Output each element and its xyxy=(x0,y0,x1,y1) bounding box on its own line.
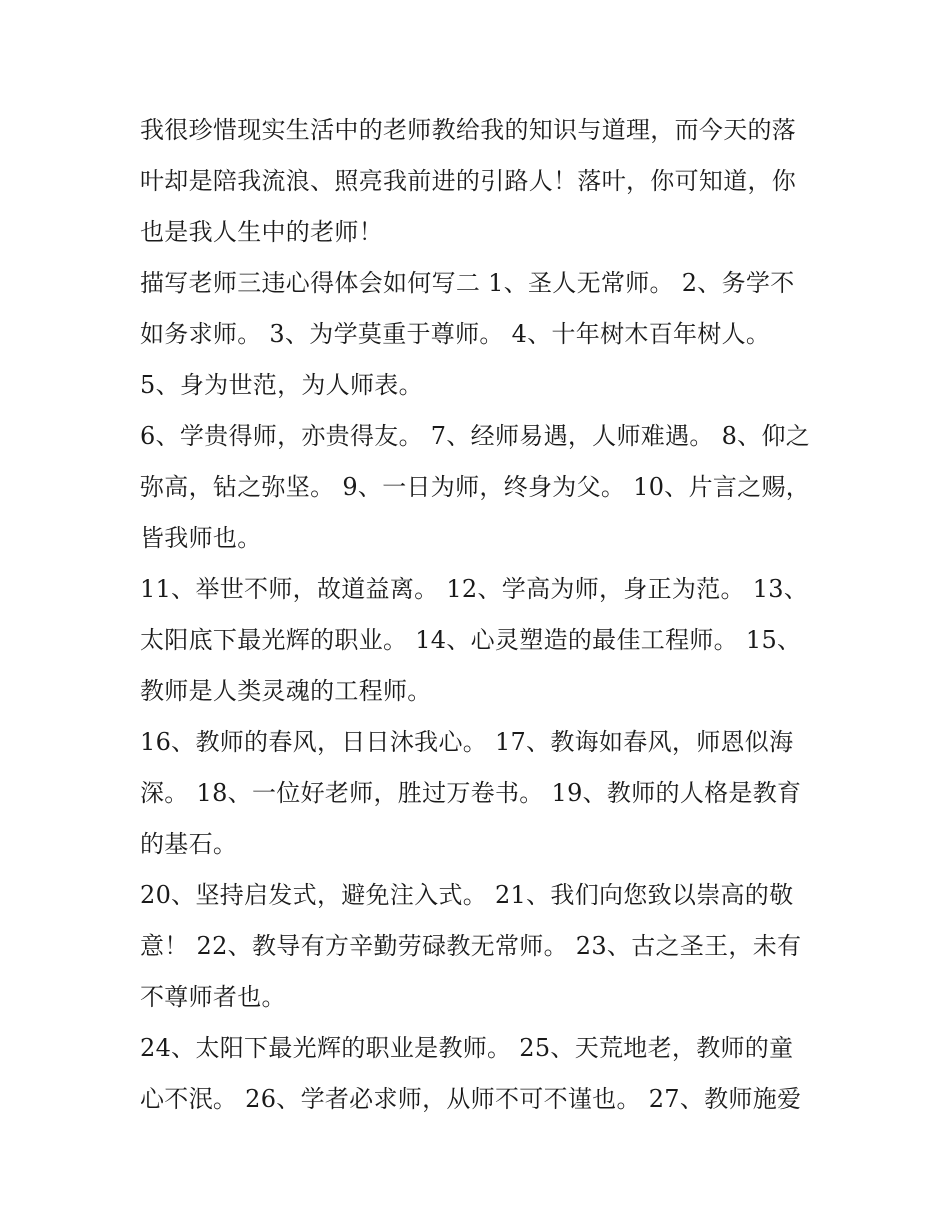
paragraph-2: 描写老师三违心得体会如何写二 1、圣人无常师。 2、务学不如务求师。 3、为学莫重于尊师。 4、十年树木百年树人。 xyxy=(140,269,795,348)
document-body xyxy=(140,105,815,1125)
paragraph-3: 5、身为世范，为人师表。 xyxy=(140,371,423,399)
paragraph-5: 11、举世不师，故道益离。 12、学高为师，身正为范。 13、太阳底下最光辉的职业。 14、心灵塑造的最佳工程师。 15、教师是人类灵魂的工程师。 xyxy=(140,575,809,705)
paragraph-1: 我很珍惜现实生活中的老师教给我的知识与道理，而今天的落叶却是陪我流浪、照亮我前进的引路人！落叶，你可知道，你也是我人生中的老师！ xyxy=(140,116,797,246)
paragraph-6: 16、教师的春风，日日沐我心。 17、教诲如春风，师恩似海深。 18、一位好老师，胜过万卷书。 19、教师的人格是教育的基石。 xyxy=(140,728,802,858)
paragraph-4: 6、学贵得师，亦贵得友。 7、经师易遇，人师难遇。 8、仰之弥高，钻之弥坚。 9、一日为师，终身为父。 10、片言之赐，皆我师也。 xyxy=(140,422,811,552)
paragraph-8: 24、太阳下最光辉的职业是教师。 25、天荒地老，教师的童心不泯。 26、学者必求师，从师不可不谨也。 27、教师施爱 xyxy=(140,1034,802,1113)
paragraph-7: 20、坚持启发式，避免注入式。 21、我们向您致以崇高的敬意！ 22、教导有方辛勤劳碌教无常师。 23、古之圣王，未有不尊师者也。 xyxy=(140,881,802,1011)
